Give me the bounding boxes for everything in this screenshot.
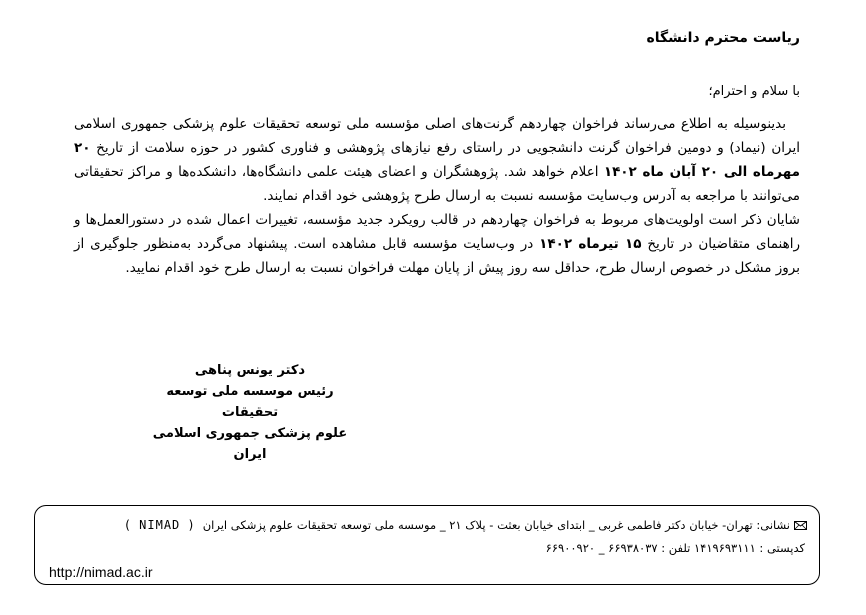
greeting-line: با سلام و احترام؛: [708, 84, 800, 99]
paragraph-2-part-2: در وب‌سایت مؤسسه قابل مشاهده است. پیشنهاد می‌گردد به‌منظور جلوگیری از بروز مشکل در خصوص ارسال طرح، حداقل سه روز پیش از پایان مهلت فراخوان نسبت به ارسال طرح خود اقدام نمایید.: [74, 236, 800, 276]
guidelines-date: ۱۵ تیرماه ۱۴۰۲: [539, 236, 642, 252]
footer-address-line: [124, 518, 807, 532]
paragraph-announcement: [74, 112, 800, 208]
paragraph-2-part-1: شایان ذکر است اولویت‌های مربوط به فراخوان چهاردهم در قالب رویکرد جدید مؤسسه، تغییرات اعمال شده در دستورالعمل‌ها و راهنمای متقاضیان در تاریخ: [74, 212, 800, 252]
footer-abbreviation: ( NIMAD ): [123, 518, 195, 532]
website-link[interactable]: http://nimad.ac.ir: [49, 564, 153, 580]
paragraph-notice: [74, 208, 800, 280]
footer-contact-line: کدپستی : ۱۴۱۹۶۹۳۱۱۱ تلفن : ۶۶۹۳۸۰۳۷ _ ۶۶۹۰۰۹۲۰: [545, 541, 805, 555]
signatory-organization: علوم پزشکی جمهوری اسلامی ایران: [152, 426, 348, 462]
paragraph-1-part-2: اعلام خواهد شد. پژوهشگران و اعضای هیئت علمی دانشگاه‌ها، دانشکده‌ها و مراکز تحقیقاتی می‌توانند با مراجعه به آدرس وب‌سایت مؤسسه نسبت به ارسال طرح پژوهشی خود اقدام نمایند.: [74, 164, 800, 204]
envelope-icon: [794, 521, 807, 530]
footer-address: نشانی: تهران- خیابان دکتر فاطمی غربی _ ابتدای خیابان بعثت - پلاک ۲۱ _ موسسه ملی توسعه تحقیقات علوم پزشکی ایران: [202, 518, 790, 532]
call-dates: ۲۰ مهرماه الی ۲۰ آبان ماه ۱۴۰۲: [74, 140, 800, 180]
letter-body: [74, 112, 800, 280]
footer-contact-box: [34, 505, 820, 585]
signatory-title: رئیس موسسه ملی توسعه تحقیقات: [166, 384, 334, 420]
paragraph-1-part-1: بدینوسیله به اطلاع می‌رساند فراخوان چهاردهم گرنت‌های اصلی مؤسسه ملی توسعه تحقیقات علوم پزشکی جمهوری اسلامی ایران (نیماد) و دومین فراخوان گرنت دانشجویی در راستای رفع نیازهای پژوهشی و فناوری کشور در حوزه سلامت از تاریخ: [74, 116, 800, 156]
letter-title: ریاست محترم دانشگاه: [646, 30, 800, 46]
signature-block: [150, 360, 350, 465]
signatory-name: دکتر یونس پناهی: [194, 363, 306, 378]
